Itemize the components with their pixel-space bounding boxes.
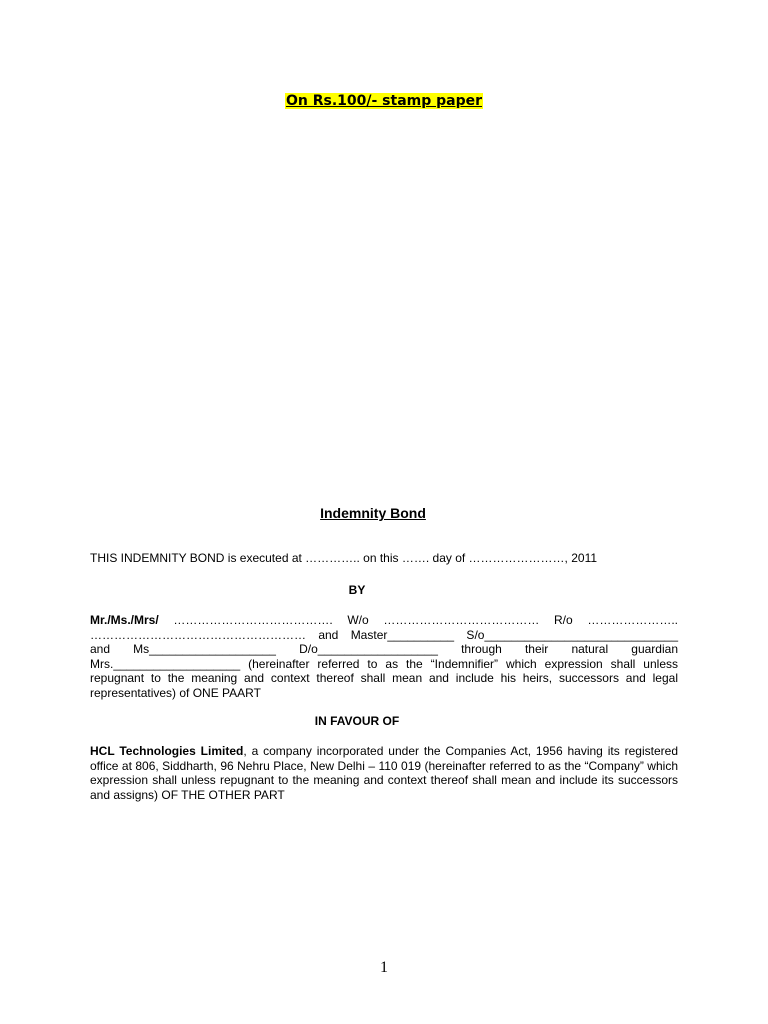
executed-line: THIS INDEMNITY BOND is executed at ………….. on this ……. day of ……………………, 2011 (90, 551, 598, 565)
indemnifier-line-5: repugnant to the meaning and context thereof shall mean and include his heirs, successors and legal (90, 671, 678, 686)
company-description: , a company incorporated under the Companies Act, 1956 having its registered office at 806, Siddharth, 96 Nehru Place, New Delhi – 110 019 (hereinafter referred to as the “Company” which expression shall unless repugnant to the meaning and context thereof shall mean and include its successors and assigns) OF THE OTHER PART (90, 744, 678, 802)
indemnifier-line-6: representatives) of ONE PAART (90, 685, 261, 700)
indemnifier-paragraph (90, 613, 678, 701)
stamp-paper-note-text: On Rs.100/- stamp paper (285, 93, 483, 109)
stamp-paper-note (0, 92, 768, 110)
page-number: 1 (380, 959, 388, 976)
company-name: HCL Technologies Limited (90, 744, 244, 758)
indemnifier-line-3: and Ms___________________ D/o__________________ through their natural guardian (90, 642, 678, 657)
by-heading: BY (348, 583, 366, 597)
indemnifier-line-2: ……………………………………………… and Master__________ S/o_____________________________ (90, 627, 678, 642)
in-favour-of-heading: IN FAVOUR OF (314, 714, 400, 728)
company-paragraph (90, 744, 678, 802)
indemnifier-line-4: Mrs.___________________ (hereinafter referred to as the “Indemnifier” which expression shall unless (90, 656, 678, 671)
indemnifier-line-1-text: …………………………………. W/o ………………………………… R/o ………………….. (158, 613, 678, 627)
indemnifier-prefix: Mr./Ms./Mrs/ (90, 613, 159, 627)
document-title: Indemnity Bond (320, 505, 426, 521)
indemnifier-line-1 (90, 613, 678, 628)
